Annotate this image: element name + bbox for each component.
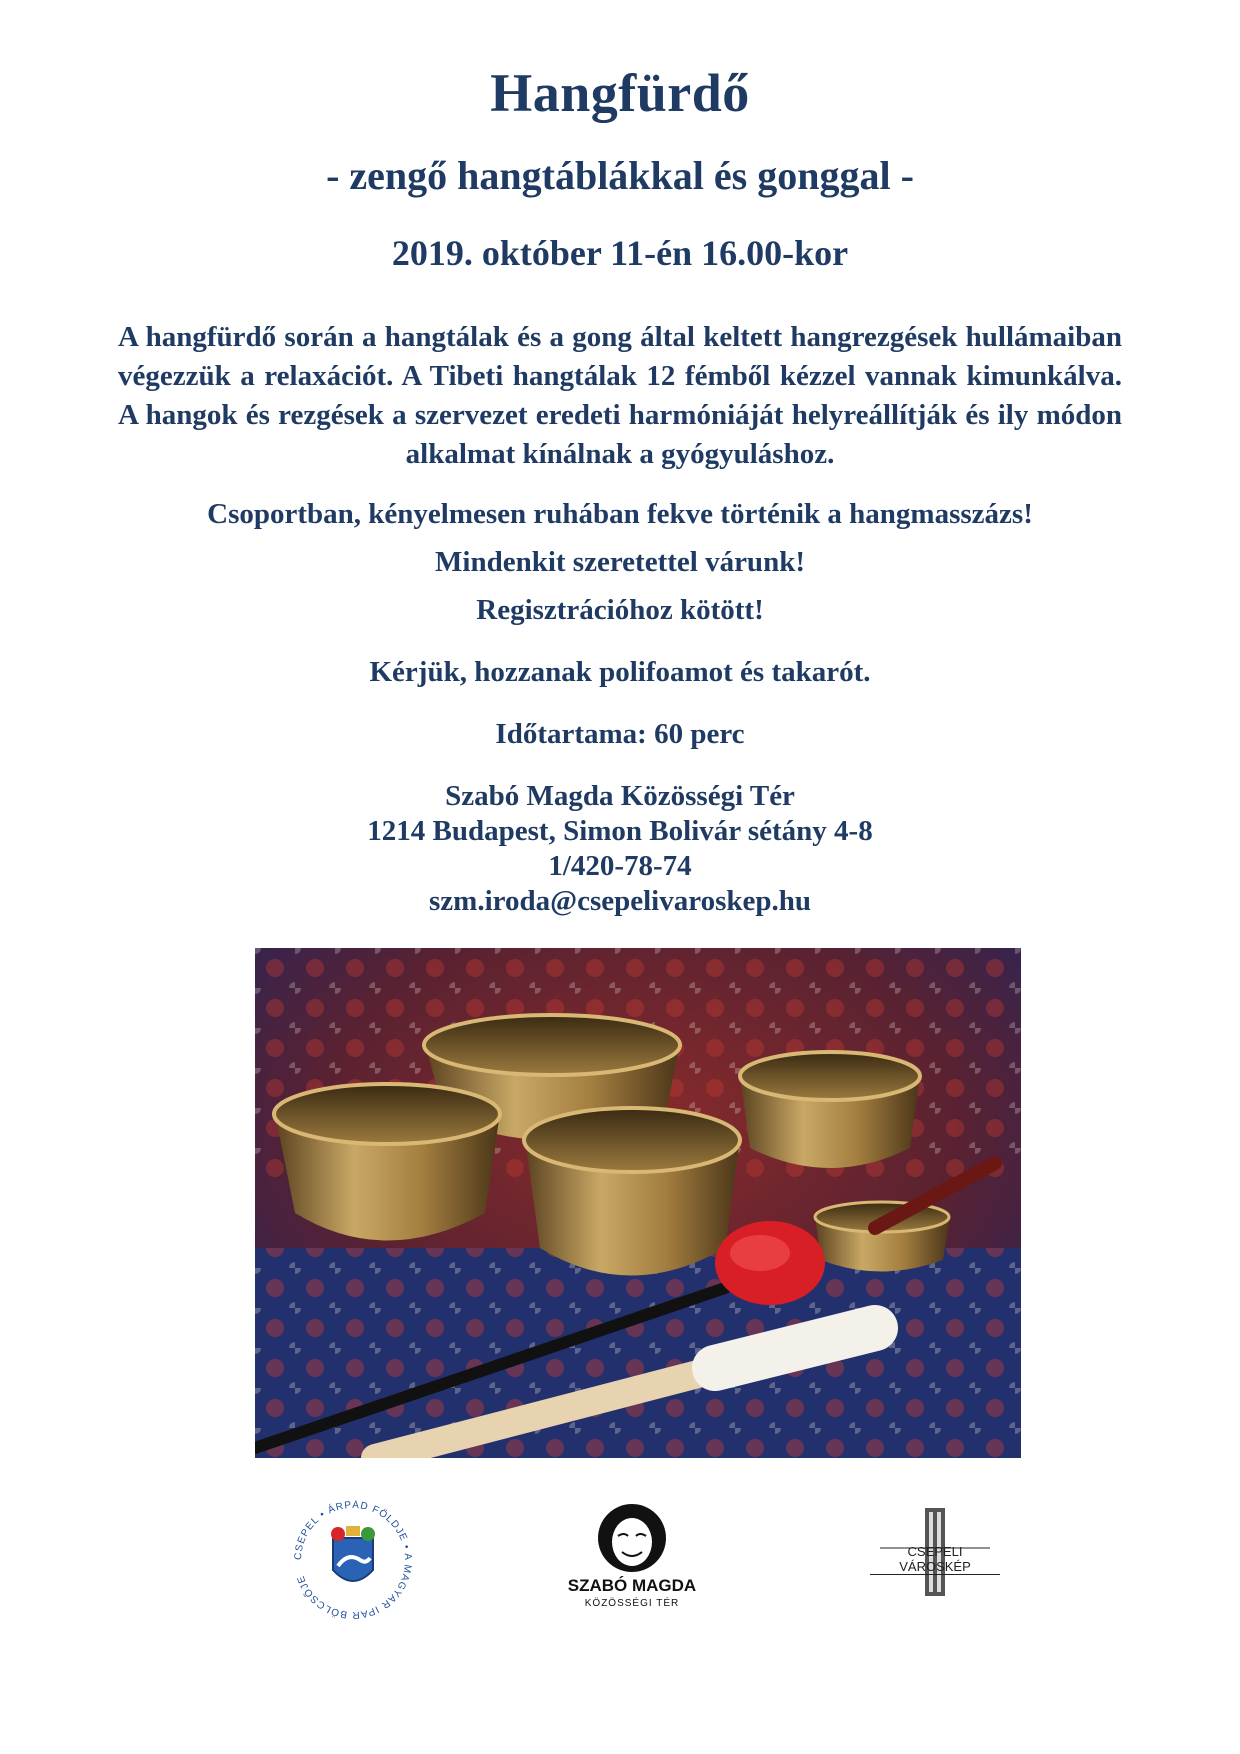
singing-bowls-photo: [255, 948, 1021, 1458]
csepeli-varoskep-logo: [870, 1500, 1000, 1620]
poster-subtitle: - zengő hangtáblákkal és gonggal -: [326, 153, 914, 198]
info-line-bring: Kérjük, hozzanak polifoamot és takarót.: [369, 656, 871, 688]
kozossegi-ter-text: KÖZÖSSÉGI TÉR: [584, 1598, 680, 1609]
info-line-welcome: Mindenkit szeretettel várunk!: [435, 546, 805, 578]
poster-title: Hangfürdő: [490, 63, 750, 123]
szabo-magda-text: SZABÓ MAGDA: [567, 1576, 697, 1595]
event-date: 2019. október 11-én 16.00-kor: [391, 233, 849, 273]
info-line-group: Csoportban, kényelmesen ruhában fekve történik a hangmasszázs!: [207, 498, 1033, 530]
info-line-registration: Regisztrációhoz kötött!: [476, 594, 764, 626]
venue-address: 1214 Budapest, Simon Bolivár sétány 4-8: [367, 815, 873, 847]
venue-email[interactable]: szm.iroda@csepelivaroskep.hu: [429, 885, 811, 917]
csepel-crest-logo: [288, 1500, 418, 1620]
varoskep-text: CSEPELI VÁROSKÉP: [870, 1544, 1000, 1575]
venue-name: Szabó Magda Közösségi Tér: [445, 780, 795, 812]
venue-phone: 1/420-78-74: [548, 850, 692, 882]
intro-paragraph: A hangfürdő során a hangtálak és a gong által keltett hangrezgések hullámaiban végezzük a relaxációt. A Tibeti hangtálak 12 fémből kézzel vannak kimunkálva. A hangok és rezgések a szervezet eredeti harmóniáját helyreállítják és ily módon alkalmat kínálnak a gyógyuláshoz.: [118, 321, 1122, 470]
duration: Időtartama: 60 perc: [495, 718, 745, 750]
csepel-ring-text: CSEPEL • ÁRPÁD FÖLDJE • A MAGYAR IPAR BÖLCSŐJE: [292, 1500, 414, 1620]
szabo-magda-logo: [552, 1500, 712, 1620]
